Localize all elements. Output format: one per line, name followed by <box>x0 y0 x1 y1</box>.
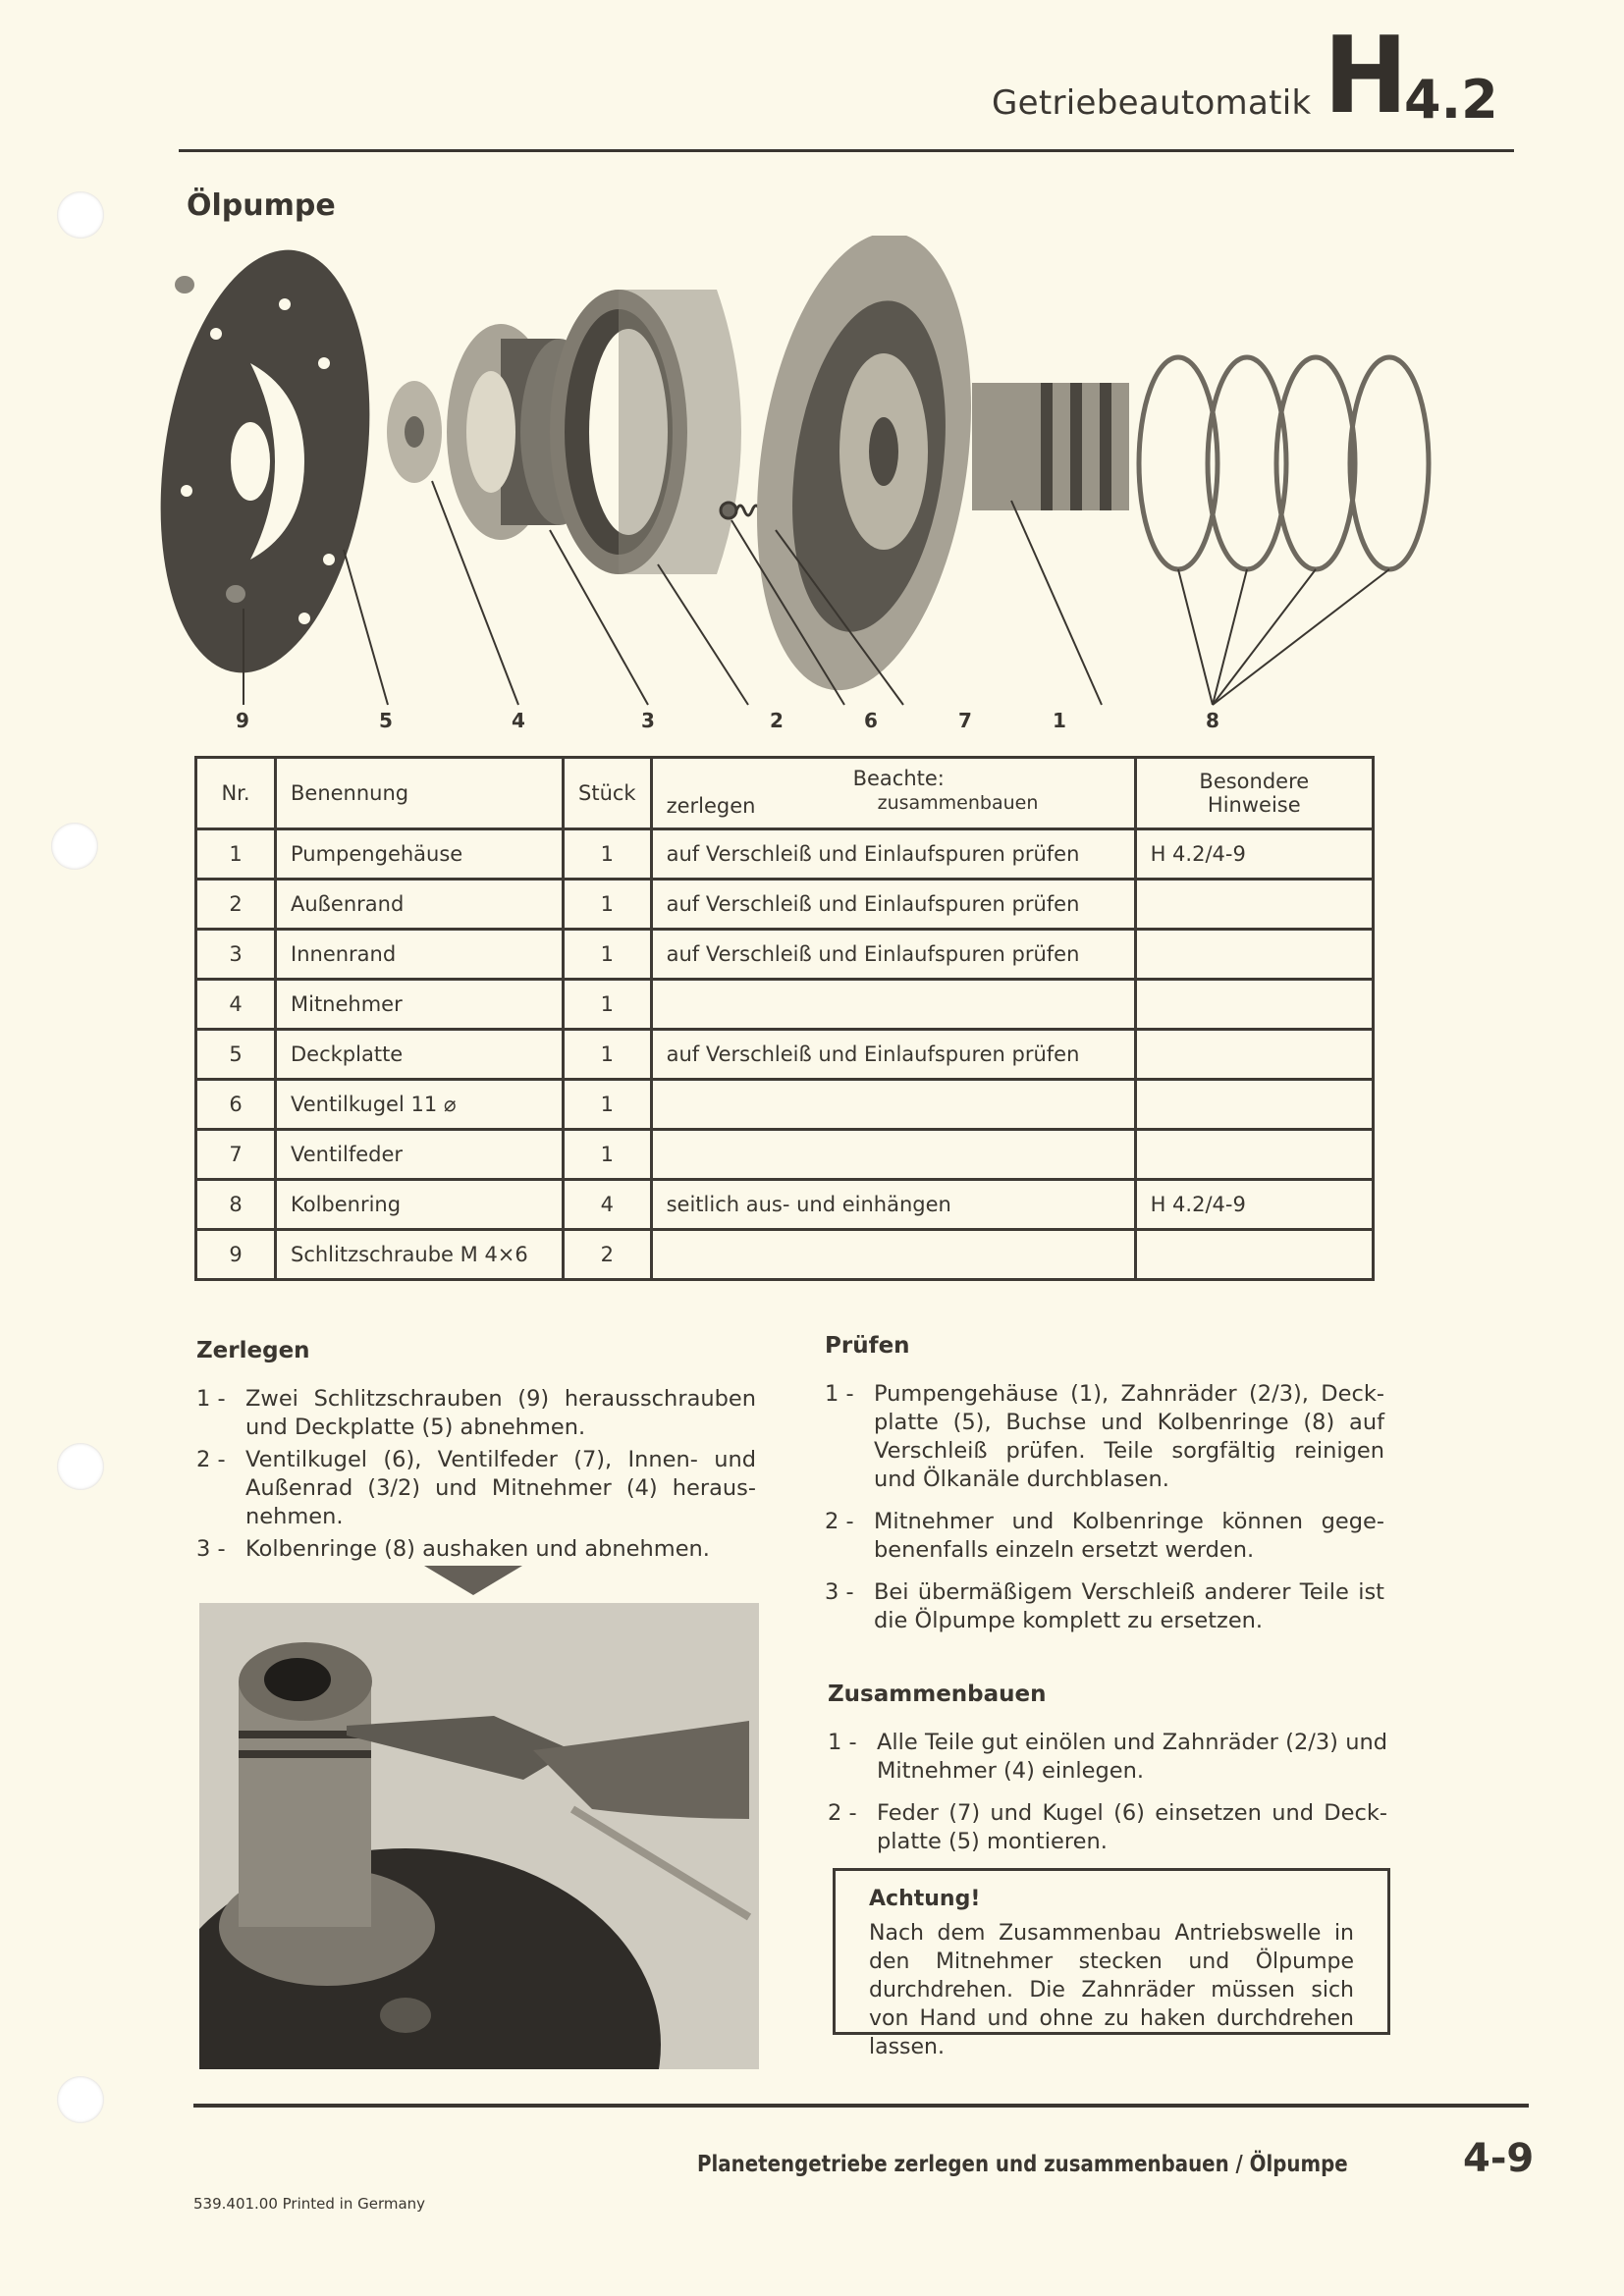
punch-hole <box>57 191 104 239</box>
step-text: Zwei Schlitzschrauben (9) herausschrauben und Deckplatte (5) abnehmen. <box>245 1386 756 1440</box>
cell-qty: 1 <box>564 880 652 930</box>
cell-hint: H 4.2/4-9 <box>1135 1180 1373 1230</box>
step-text: Ventilkugel (6), Ventilfeder (7), Innen- und Außenrad (3/2) und Mitnehmer (4) heraus-nehmen. <box>245 1447 756 1529</box>
section-name: Getriebeautomatik <box>992 83 1312 123</box>
step-item <box>825 1578 1384 1635</box>
cell-qty: 1 <box>564 930 652 980</box>
zusammenbauen-steps <box>828 1729 1387 1856</box>
step-item <box>825 1380 1384 1494</box>
exploded-view-illustration <box>157 236 1571 746</box>
callout-7: 7 <box>958 709 972 732</box>
cell-nr: 4 <box>196 980 276 1030</box>
drive-dog-illustration <box>387 381 442 483</box>
table-row <box>196 1130 1374 1180</box>
cell-nr: 9 <box>196 1230 276 1280</box>
cell-qty: 1 <box>564 1030 652 1080</box>
callout-8: 8 <box>1206 709 1219 732</box>
header-zerlegen: zerlegen <box>666 794 756 818</box>
exploded-diagram <box>157 236 1571 746</box>
step-item <box>196 1446 756 1531</box>
table-header-row <box>196 758 1374 829</box>
cell-name: Innenrand <box>276 930 564 980</box>
header-divider <box>179 149 1514 152</box>
cell-hint <box>1135 1030 1373 1080</box>
step-number: 2 - <box>828 1800 857 1826</box>
cell-note: seitlich aus- und einhängen <box>651 1180 1135 1230</box>
zusammenbauen-title: Zusammenbauen <box>828 1682 1047 1707</box>
cell-name: Schlitzschraube M 4×6 <box>276 1230 564 1280</box>
group-number: 4.2 <box>1404 69 1498 131</box>
cell-hint <box>1135 1130 1373 1180</box>
callout-5: 5 <box>379 709 393 732</box>
step-text: Feder (7) und Kugel (6) einsetzen und Deck-platte (5) montieren. <box>877 1800 1387 1854</box>
step-item <box>825 1508 1384 1565</box>
cell-nr: 7 <box>196 1130 276 1180</box>
table-row <box>196 980 1374 1030</box>
cell-qty: 1 <box>564 829 652 880</box>
cell-note: auf Verschleiß und Einlaufspuren prüfen <box>651 880 1135 930</box>
cell-name: Ventilfeder <box>276 1130 564 1180</box>
cell-hint <box>1135 930 1373 980</box>
print-code: 539.401.00 Printed in Germany <box>193 2195 426 2213</box>
cell-hint: H 4.2/4-9 <box>1135 829 1373 880</box>
cell-note: auf Verschleiß und Einlaufspuren prüfen <box>651 930 1135 980</box>
cell-nr: 2 <box>196 880 276 930</box>
zusammenbauen-section <box>828 1681 1387 1870</box>
cell-name: Ventilkugel 11 ⌀ <box>276 1080 564 1130</box>
step-text: Kolbenringe (8) aushaken und abnehmen. <box>245 1536 710 1562</box>
cell-qty: 1 <box>564 1130 652 1180</box>
pruefen-section <box>825 1332 1384 1649</box>
header-zusammenbauen: zusammenbauen <box>877 792 1039 814</box>
cell-name: Pumpengehäuse <box>276 829 564 880</box>
cell-hint <box>1135 880 1373 930</box>
step-text: Alle Teile gut einölen und Zahnräder (2/3) und Mitnehmer (4) einlegen. <box>877 1730 1387 1784</box>
cell-note: auf Verschleiß und Einlaufspuren prüfen <box>651 1030 1135 1080</box>
group-letter: H <box>1324 15 1408 137</box>
zerlegen-steps <box>196 1385 756 1564</box>
cell-qty: 2 <box>564 1230 652 1280</box>
photo-illustration <box>199 1603 759 2069</box>
callout-1: 1 <box>1053 709 1066 732</box>
page-title: Ölpumpe <box>187 188 336 223</box>
pruefen-steps <box>825 1380 1384 1635</box>
table-row <box>196 1230 1374 1280</box>
cell-note <box>651 980 1135 1030</box>
table-row <box>196 1030 1374 1080</box>
step-number: 3 - <box>825 1579 854 1605</box>
cell-name: Außenrand <box>276 880 564 930</box>
cell-note: auf Verschleiß und Einlaufspuren prüfen <box>651 829 1135 880</box>
down-arrow-icon <box>424 1566 522 1595</box>
cell-note <box>651 1230 1135 1280</box>
footer-divider <box>193 2104 1529 2108</box>
cell-qty: 1 <box>564 1080 652 1130</box>
step-number: 2 - <box>196 1447 226 1472</box>
header-nr: Nr. <box>196 758 276 829</box>
cell-nr: 3 <box>196 930 276 980</box>
cell-nr: 5 <box>196 1030 276 1080</box>
outer-ring-illustration <box>550 290 741 574</box>
warning-box <box>833 1868 1390 2059</box>
step-number: 1 - <box>825 1381 854 1407</box>
step-text: Pumpengehäuse (1), Zahnräder (2/3), Deck-platte (5), Buchse und Kolbenringe (8) auf Verschleiß prüfen. Teile sorgfältig reinigen und Ölkanäle durchblasen. <box>874 1381 1384 1492</box>
header-beachte <box>651 758 1135 829</box>
header-qty: Stück <box>564 758 652 829</box>
header-hints: Besondere Hinweise <box>1135 758 1373 829</box>
step-number: 1 - <box>196 1386 226 1412</box>
step-item <box>196 1535 756 1564</box>
callout-3: 3 <box>641 709 655 732</box>
cell-name: Deckplatte <box>276 1030 564 1080</box>
cell-hint <box>1135 980 1373 1030</box>
punch-hole <box>51 823 98 870</box>
step-number: 2 - <box>825 1509 854 1534</box>
punch-hole <box>57 2076 104 2123</box>
zerlegen-section <box>196 1337 756 1568</box>
cell-name: Mitnehmer <box>276 980 564 1030</box>
cell-name: Kolbenring <box>276 1180 564 1230</box>
cell-nr: 1 <box>196 829 276 880</box>
piston-ring-removal-photo <box>199 1603 759 2069</box>
piston-rings-illustration <box>1139 357 1429 569</box>
table-row <box>196 1180 1374 1230</box>
step-text: Mitnehmer und Kolbenringe können gege-benenfalls einzeln ersetzt werden. <box>874 1509 1384 1563</box>
callout-6: 6 <box>864 709 878 732</box>
table-row <box>196 829 1374 880</box>
header-beachte-label: Beachte: <box>852 767 945 790</box>
step-number: 3 - <box>196 1536 226 1562</box>
parts-table-body <box>196 829 1374 1280</box>
warning-title: Achtung! <box>869 1887 981 1911</box>
header-name: Benennung <box>276 758 564 829</box>
step-number: 1 - <box>828 1730 857 1755</box>
step-item <box>828 1729 1387 1786</box>
footer-chapter-title: Planetengetriebe zerlegen und zusammenbauen / Ölpumpe <box>697 2152 1348 2177</box>
table-row <box>196 930 1374 980</box>
zerlegen-title: Zerlegen <box>196 1338 310 1363</box>
cell-hint <box>1135 1230 1373 1280</box>
cell-hint <box>1135 1080 1373 1130</box>
callout-2: 2 <box>770 709 784 732</box>
cell-nr: 6 <box>196 1080 276 1130</box>
warning-text: Nach dem Zusammenbau Antriebswelle in den Mitnehmer stecken und Ölpumpe durchdrehen. Die Zahnräder müssen sich von Hand und ohne zu haken durchdrehen lassen. <box>869 1921 1354 2059</box>
cover-plate-illustration <box>157 237 395 686</box>
pruefen-title: Prüfen <box>825 1333 910 1359</box>
cell-note <box>651 1080 1135 1130</box>
cell-note <box>651 1130 1135 1180</box>
table-row <box>196 880 1374 930</box>
cell-nr: 8 <box>196 1180 276 1230</box>
punch-hole <box>57 1443 104 1490</box>
step-text: Bei übermäßigem Verschleiß anderer Teile ist die Ölpumpe komplett zu ersetzen. <box>874 1579 1384 1633</box>
cell-qty: 4 <box>564 1180 652 1230</box>
page-number: 4-9 <box>1463 2136 1535 2181</box>
callout-9: 9 <box>236 709 249 732</box>
step-item <box>828 1799 1387 1856</box>
callout-4: 4 <box>512 709 525 732</box>
parts-table <box>194 756 1375 1281</box>
cell-qty: 1 <box>564 980 652 1030</box>
step-item <box>196 1385 756 1442</box>
table-row <box>196 1080 1374 1130</box>
